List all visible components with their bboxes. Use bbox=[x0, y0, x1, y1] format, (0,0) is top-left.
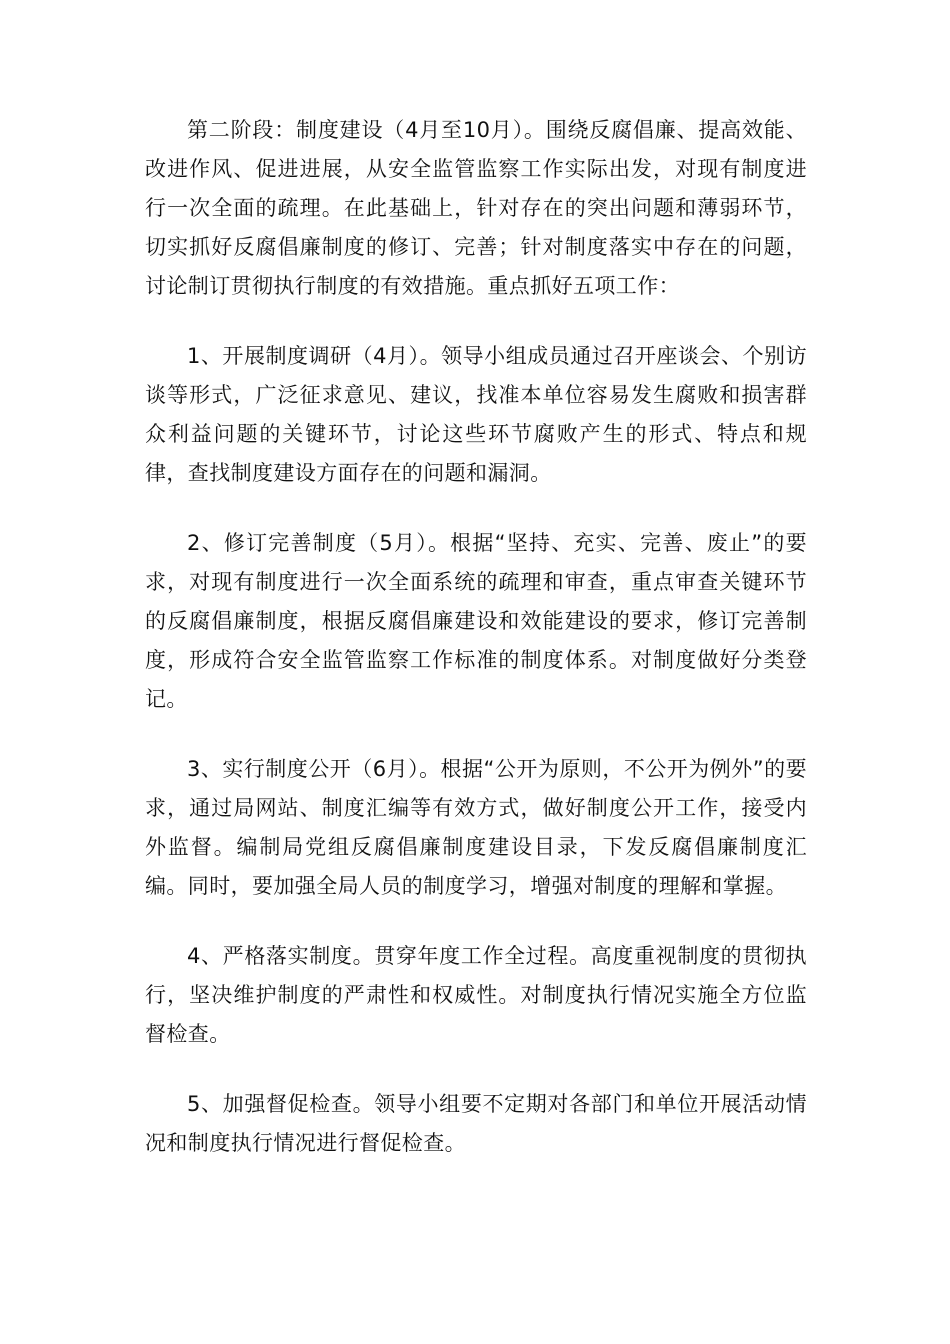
paragraph-item-4: 4、严格落实制度。贯穿年度工作全过程。高度重视制度的贯彻执行，坚决维护制度的严肃性和权威性。对制度执行情况实施全方位监督检查。 bbox=[145, 944, 807, 1046]
paragraph-stage-two: 第二阶段：制度建设（4月至10月）。围绕反腐倡廉、提高效能、改进作风、促进进展，从安全监管监察工作实际出发，对现有制度进行一次全面的疏理。在此基础上，针对存在的突出问题和薄弱环节，切实抓好反腐倡廉制度的修订、完善；针对制度落实中存在的问题，讨论制订贯彻执行制度的有效措施。重点抓好五项工作： bbox=[145, 118, 807, 298]
paragraph-item-5: 5、加强督促检查。领导小组要不定期对各部门和单位开展活动情况和制度执行情况进行督促检查。 bbox=[145, 1092, 807, 1155]
paragraph-item-1: 1、开展制度调研（4月）。领导小组成员通过召开座谈会、个别访谈等形式，广泛征求意见、建议，找准本单位容易发生腐败和损害群众利益问题的关键环节，讨论这些环节腐败产生的形式、特点和规律，查找制度建设方面存在的问题和漏洞。 bbox=[145, 344, 807, 485]
document-body bbox=[145, 111, 807, 1194]
paragraph-item-3: 3、实行制度公开（6月）。根据“公开为原则，不公开为例外”的要求，通过局网站、制度汇编等有效方式，做好制度公开工作，接受内外监督。编制局党组反腐倡廉制度建设目录，下发反腐倡廉制度汇编。同时，要加强全局人员的制度学习，增强对制度的理解和掌握。 bbox=[145, 757, 807, 898]
paragraph-item-2: 2、修订完善制度（5月）。根据“坚持、充实、完善、废止”的要求，对现有制度进行一次全面系统的疏理和审查，重点审查关键环节的反腐倡廉制度，根据反腐倡廉建设和效能建设的要求，修订完善制度，形成符合安全监管监察工作标准的制度体系。对制度做好分类登记。 bbox=[145, 531, 807, 711]
